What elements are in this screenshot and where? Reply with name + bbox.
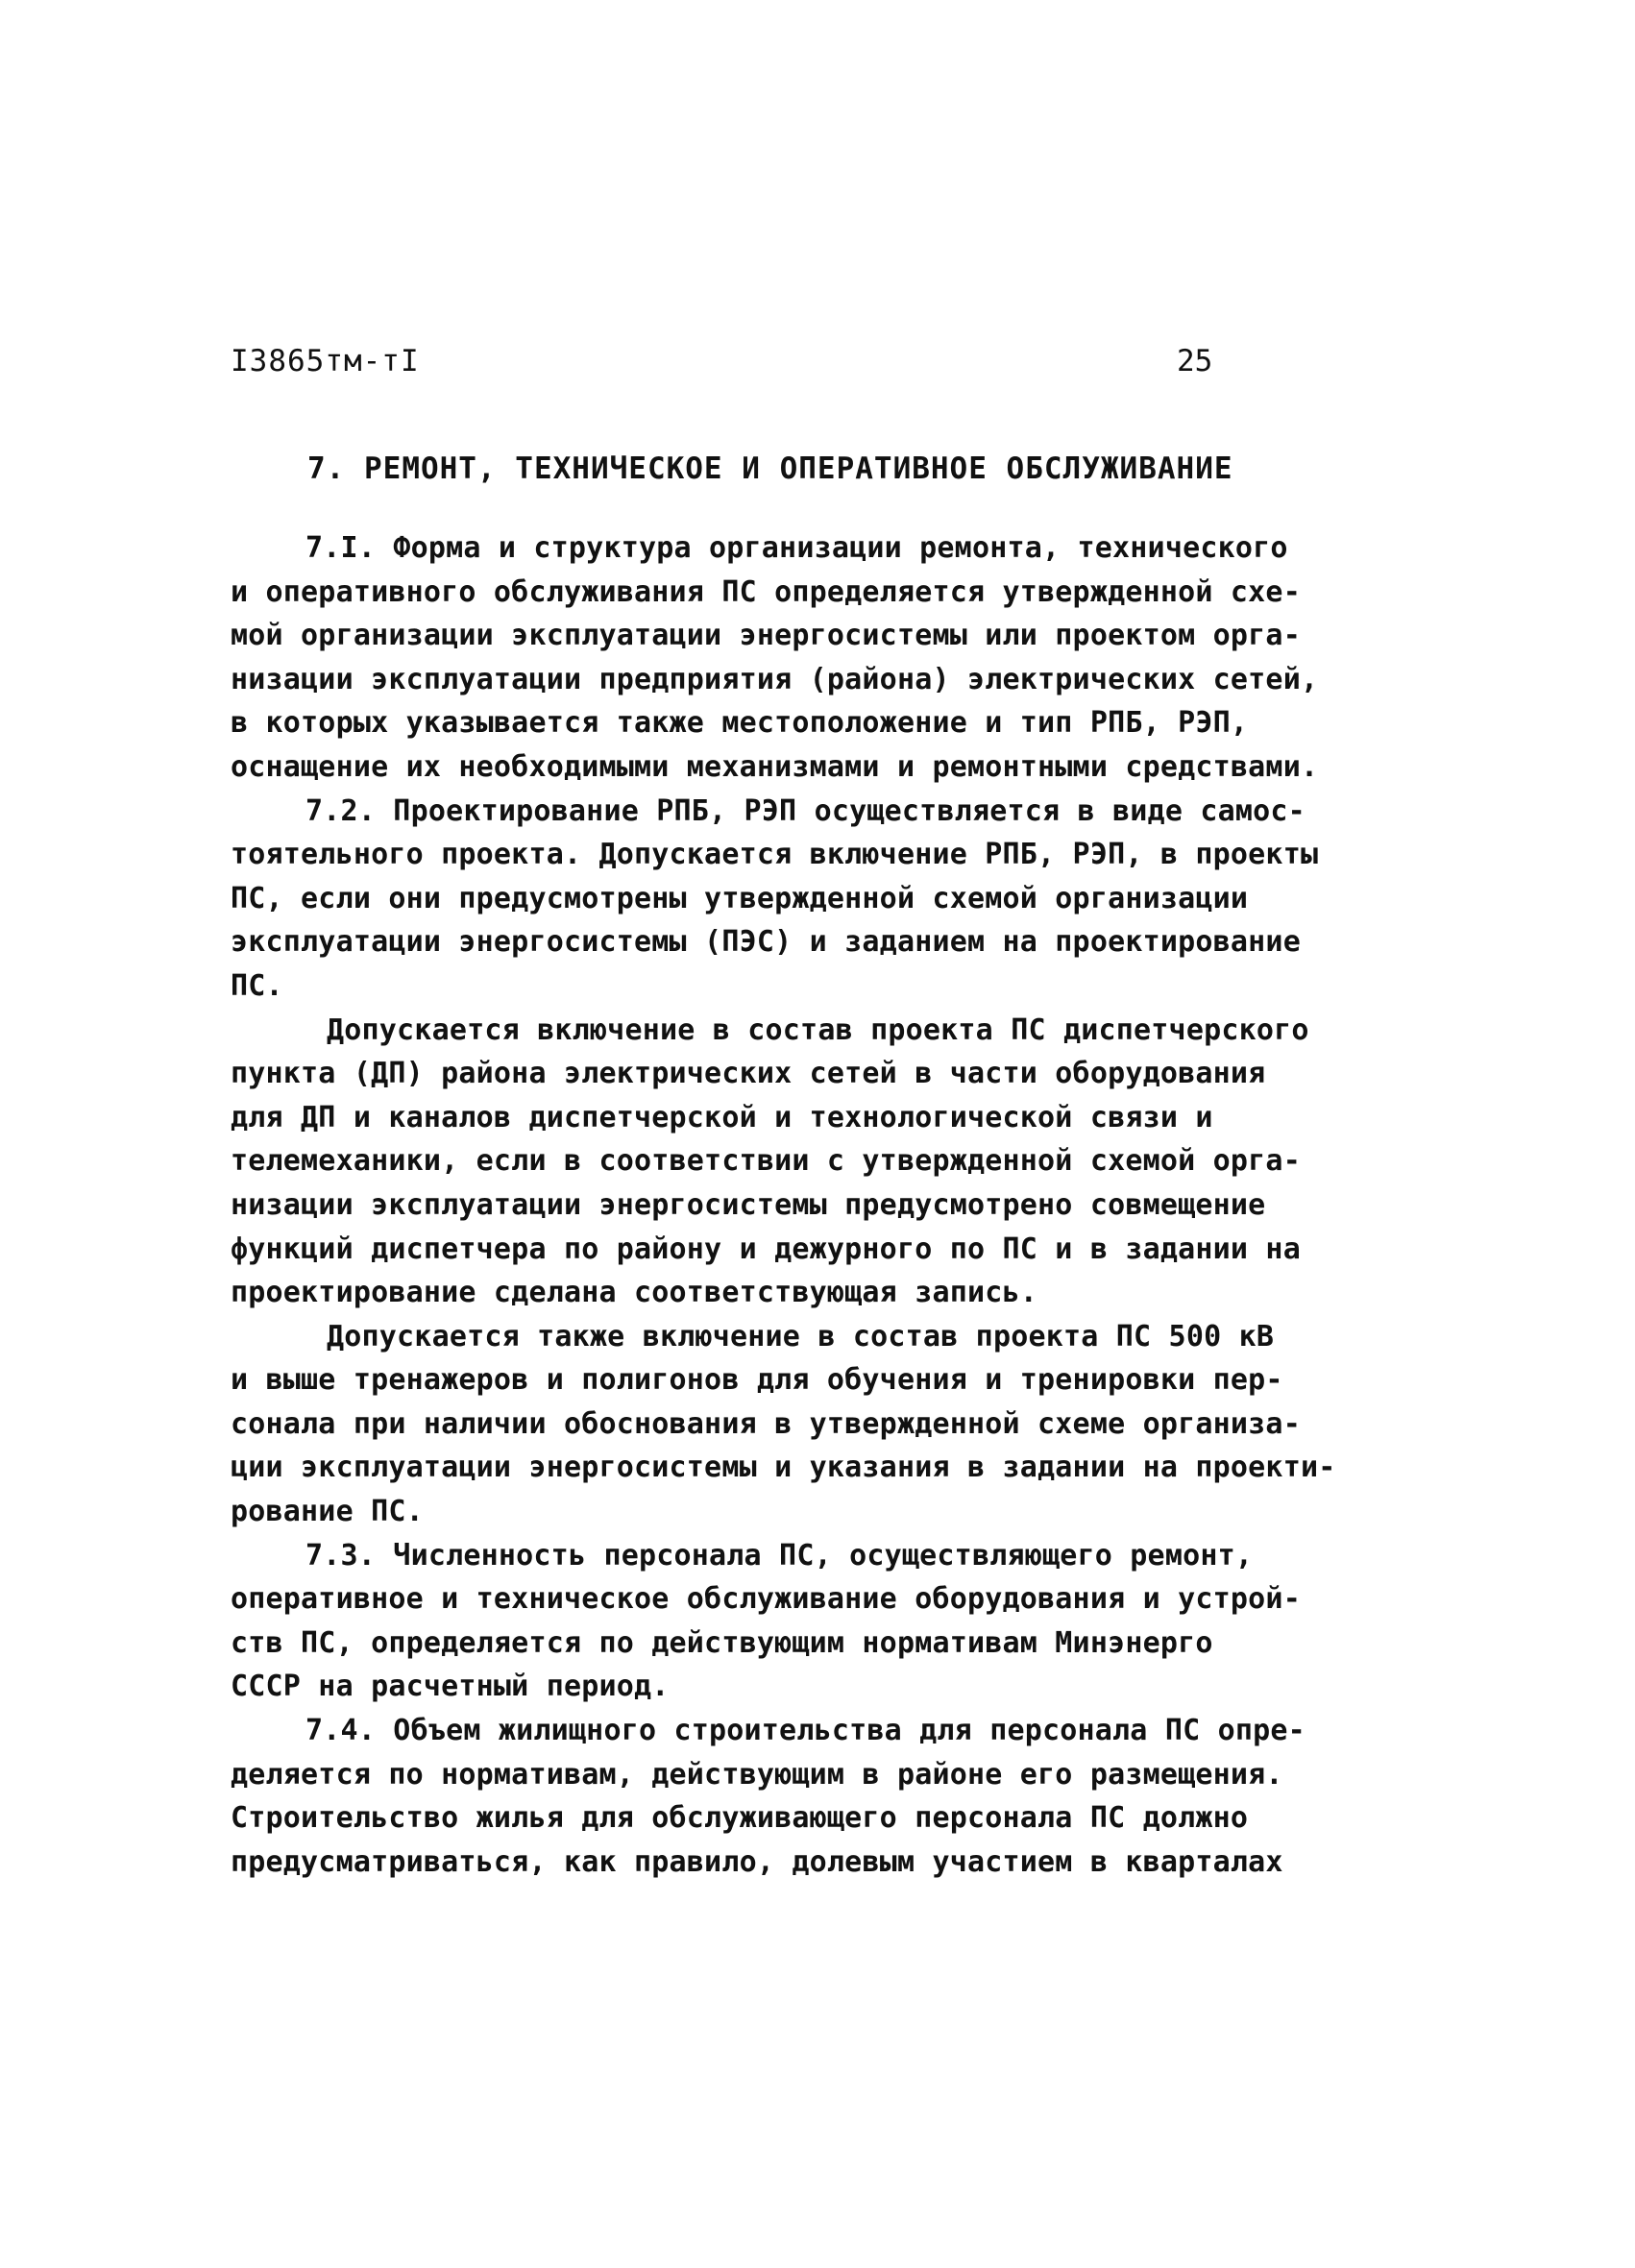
- text-line: низации эксплуатации энергосистемы предусмотрено совмещение: [231, 1187, 1266, 1222]
- text-line: ции эксплуатации энергосистемы и указания в задании на проекти-: [231, 1451, 1336, 1485]
- text-line: для ДП и каналов диспетчерской и технологической связи и: [231, 1100, 1213, 1134]
- text-line: ПС.: [231, 968, 283, 1003]
- text-line: и выше тренажеров и полигонов для обучения и тренировки пер-: [231, 1363, 1283, 1398]
- text-line: оперативное и техническое обслуживание оборудования и устрой-: [231, 1582, 1301, 1617]
- text-line: проектирование сделана соответствующая запись.: [231, 1276, 1038, 1310]
- text-line: деляется по нормативам, действующим в районе его размещения.: [231, 1757, 1283, 1792]
- text-line: оснащение их необходимыми механизмами и ремонтными средствами.: [231, 749, 1319, 784]
- text-line: функций диспетчера по району и дежурного по ПС и в задании на: [231, 1232, 1301, 1266]
- text-line: и оперативного обслуживания ПС определяется утвержденной схе-: [231, 574, 1301, 609]
- text-line: пункта (ДП) района электрических сетей в части оборудования: [231, 1057, 1266, 1091]
- text-line: Строительство жилья для обслуживающего персонала ПС должно: [231, 1801, 1249, 1836]
- text-line: эксплуатации энергосистемы (ПЭС) и заданием на проектирование: [231, 925, 1301, 960]
- text-line: ПС, если они предусмотрены утвержденной схемой организации: [231, 881, 1249, 915]
- document-code: I3865тм-тI: [231, 344, 420, 378]
- section-title: 7. РЕМОНТ, ТЕХНИЧЕСКОЕ И ОПЕРАТИВНОЕ ОБСЛУЖИВАНИЕ: [307, 451, 1233, 486]
- page-number: 25: [1177, 344, 1213, 378]
- text-line: телемеханики, если в соответствии с утвержденной схемой орга-: [231, 1144, 1301, 1179]
- text-line: Допускается включение в состав проекта ПС диспетчерского: [327, 1012, 1309, 1047]
- text-line: 7.I. Форма и структура организации ремонта, технического: [305, 531, 1288, 565]
- text-line: Допускается также включение в состав проекта ПС 500 кВ: [327, 1319, 1275, 1353]
- text-line: СССР на расчетный период.: [231, 1670, 670, 1704]
- text-line: в которых указывается также местоположение и тип РПБ, РЭП,: [231, 706, 1249, 741]
- text-line: ств ПС, определяется по действующим нормативам Минэнерго: [231, 1625, 1213, 1660]
- text-line: 7.2. Проектирование РПБ, РЭП осуществляется в виде самос-: [305, 793, 1306, 828]
- text-line: предусматриваться, как правило, долевым участием в кварталах: [231, 1844, 1283, 1879]
- text-line: тоятельного проекта. Допускается включение РПБ, РЭП, в проекты: [231, 838, 1319, 872]
- text-line: 7.4. Объем жилищного строительства для персонала ПС опре-: [305, 1714, 1306, 1748]
- text-line: сонала при наличии обоснования в утвержденной схеме организа-: [231, 1406, 1301, 1441]
- text-line: 7.3. Численность персонала ПС, осуществляющего ремонт,: [305, 1538, 1254, 1573]
- body-text: [231, 526, 1403, 1884]
- text-line: низации эксплуатации предприятия (района) электрических сетей,: [231, 662, 1319, 696]
- text-line: мой организации эксплуатации энергосистемы или проектом орга-: [231, 619, 1301, 653]
- text-line: рование ПС.: [231, 1495, 424, 1529]
